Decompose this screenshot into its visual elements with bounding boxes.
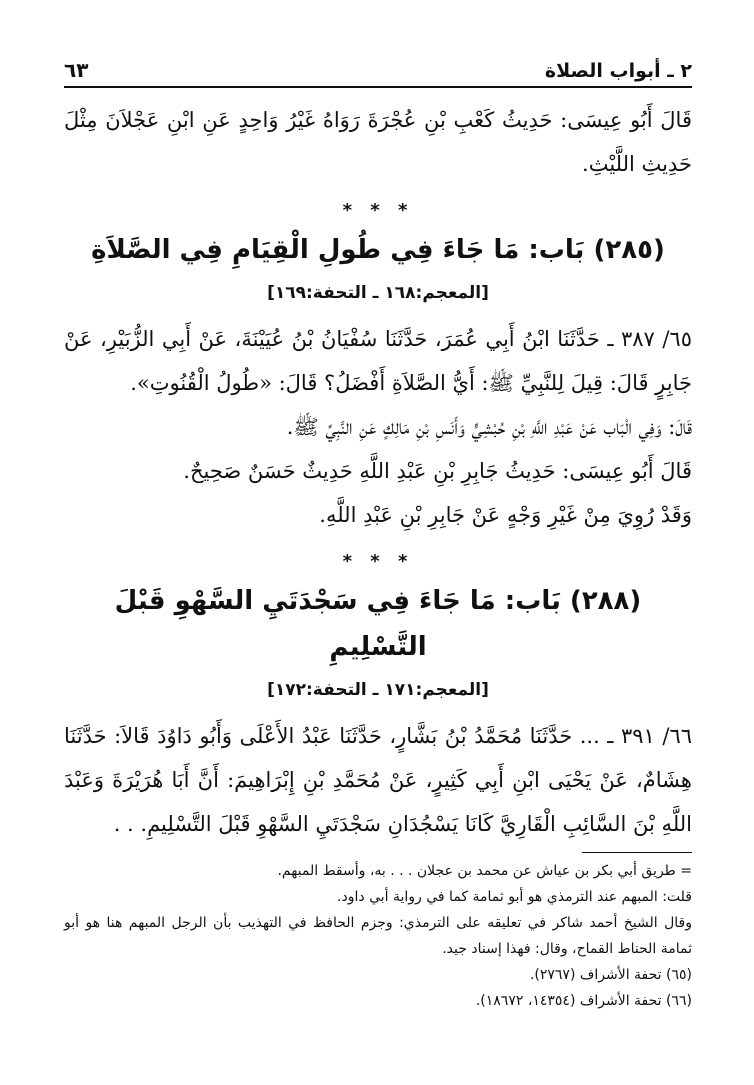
footnote: = طريق أبي بكر بن عياش عن محمد بن عجلان . . . به، وأسقط المبهم.	[277, 863, 692, 879]
main-text	[64, 98, 692, 846]
footnote: وقال الشيخ أحمد شاكر في تعليقه على الترمذي: وجزم الحافظ في التهذيب بأن الرجل المبهم هنا هو أبو ثمامة الحناط القماح، وقال: فهذا إسناد جيد.	[64, 915, 692, 957]
running-title: ٢ ـ أبواب الصلاة	[544, 60, 692, 82]
chapter-title: بَاب: مَا جَاءَ فِي طُولِ الْقِيَامِ فِي الصَّلاَةِ	[91, 235, 585, 265]
section-separator: * * *	[342, 200, 414, 221]
chapter-reference: [المعجم:١٧١ ـ التحفة:١٧٢]	[267, 680, 489, 700]
chapter-number: (٢٨٥)	[593, 235, 665, 265]
section-separator: * * *	[342, 551, 414, 572]
footnotes	[64, 858, 692, 1014]
hadith-paragraph: وَقَدْ رُوِيَ مِنْ غَيْرِ وَجْهٍ عَنْ جَابِرِ بْنِ عَبْدِ اللَّهِ.	[319, 503, 692, 527]
chapter-heading	[64, 578, 692, 670]
intro-paragraph: قَالَ أَبُو عِيسَى: حَدِيثُ كَعْبِ بْنِ عُجْرَةَ رَوَاهُ غَيْرُ وَاحِدٍ عَنِ ابْنِ عَجْلاَنَ مِثْلَ حَدِيثِ اللَّيْثِ.	[64, 108, 692, 176]
hadith-paragraph: ٦٥/ ٣٨٧ ـ حَدَّثَنَا ابْنُ أَبِي عُمَرَ، حَدَّثَنَا سُفْيَانُ بْنُ عُيَيْنَةَ، عَنْ أَبِي الزُّبَيْرِ، عَنْ جَابِرٍ قَالَ: قِيلَ لِلنَّبِيِّ ﷺ: أَيُّ الصَّلاَةِ أَفْضَلُ؟ قَالَ: «طُولُ الْقُنُوتِ».	[64, 327, 692, 395]
hadith-paragraph: قَالَ: وَفِي الْبَاب عَنْ عَبْدِ اللَّهِ بْنِ حُبْشِيٍّ وَأَنَسِ بْنِ مَالِكٍ عَنِ النَّبِيِّ ﷺ.	[286, 415, 692, 439]
hadith-paragraph: قَالَ أَبُو عِيسَى: حَدِيثُ جَابِرِ بْنِ عَبْدِ اللَّهِ حَدِيثٌ حَسَنٌ صَحِيحٌ.	[183, 459, 692, 483]
page-header	[64, 52, 692, 88]
footnote-divider	[582, 852, 692, 853]
chapter-title: بَاب: مَا جَاءَ فِي سَجْدَتَيِ السَّهْوِ قَبْلَ التَّسْلِيمِ	[114, 586, 561, 662]
chapter-heading	[64, 227, 692, 273]
chapter-reference: [المعجم:١٦٨ ـ التحفة:١٦٩]	[267, 283, 489, 303]
chapter-number: (٢٨٨)	[569, 586, 642, 616]
footnote: (٦٦) تحفة الأشراف (١٤٣٥٤، ١٨٦٧٢).	[475, 993, 692, 1009]
page-number: ٦٣	[64, 58, 89, 82]
footnote: (٦٥) تحفة الأشراف (٢٧٦٧).	[529, 967, 692, 983]
hadith-paragraph: ٦٦/ ٣٩١ ـ ... حَدَّثَنَا مُحَمَّدُ بْنُ بَشَّارٍ، حَدَّثَنَا عَبْدُ الأَعْلَى وَأَبُو دَاوُدَ قَالاَ: حَدَّثَنَا هِشَامٌ، عَنْ يَحْيَى ابْنِ أَبِي كَثِيرٍ، عَنْ مُحَمَّدِ بْنِ إِبْرَاهِيمَ: أَنَّ أَبَا هُرَيْرَةَ وَعَبْدَ اللَّهِ بْنَ السَّائِبِ الْقَارِيَّ كَانَا يَسْجُدَانِ سَجْدَتَيِ السَّهْوِ قَبْلَ التَّسْلِيمِ. . .	[64, 724, 692, 836]
footnote: قلت: المبهم عند الترمذي هو أبو ثمامة كما في رواية أبي داود.	[337, 889, 692, 905]
